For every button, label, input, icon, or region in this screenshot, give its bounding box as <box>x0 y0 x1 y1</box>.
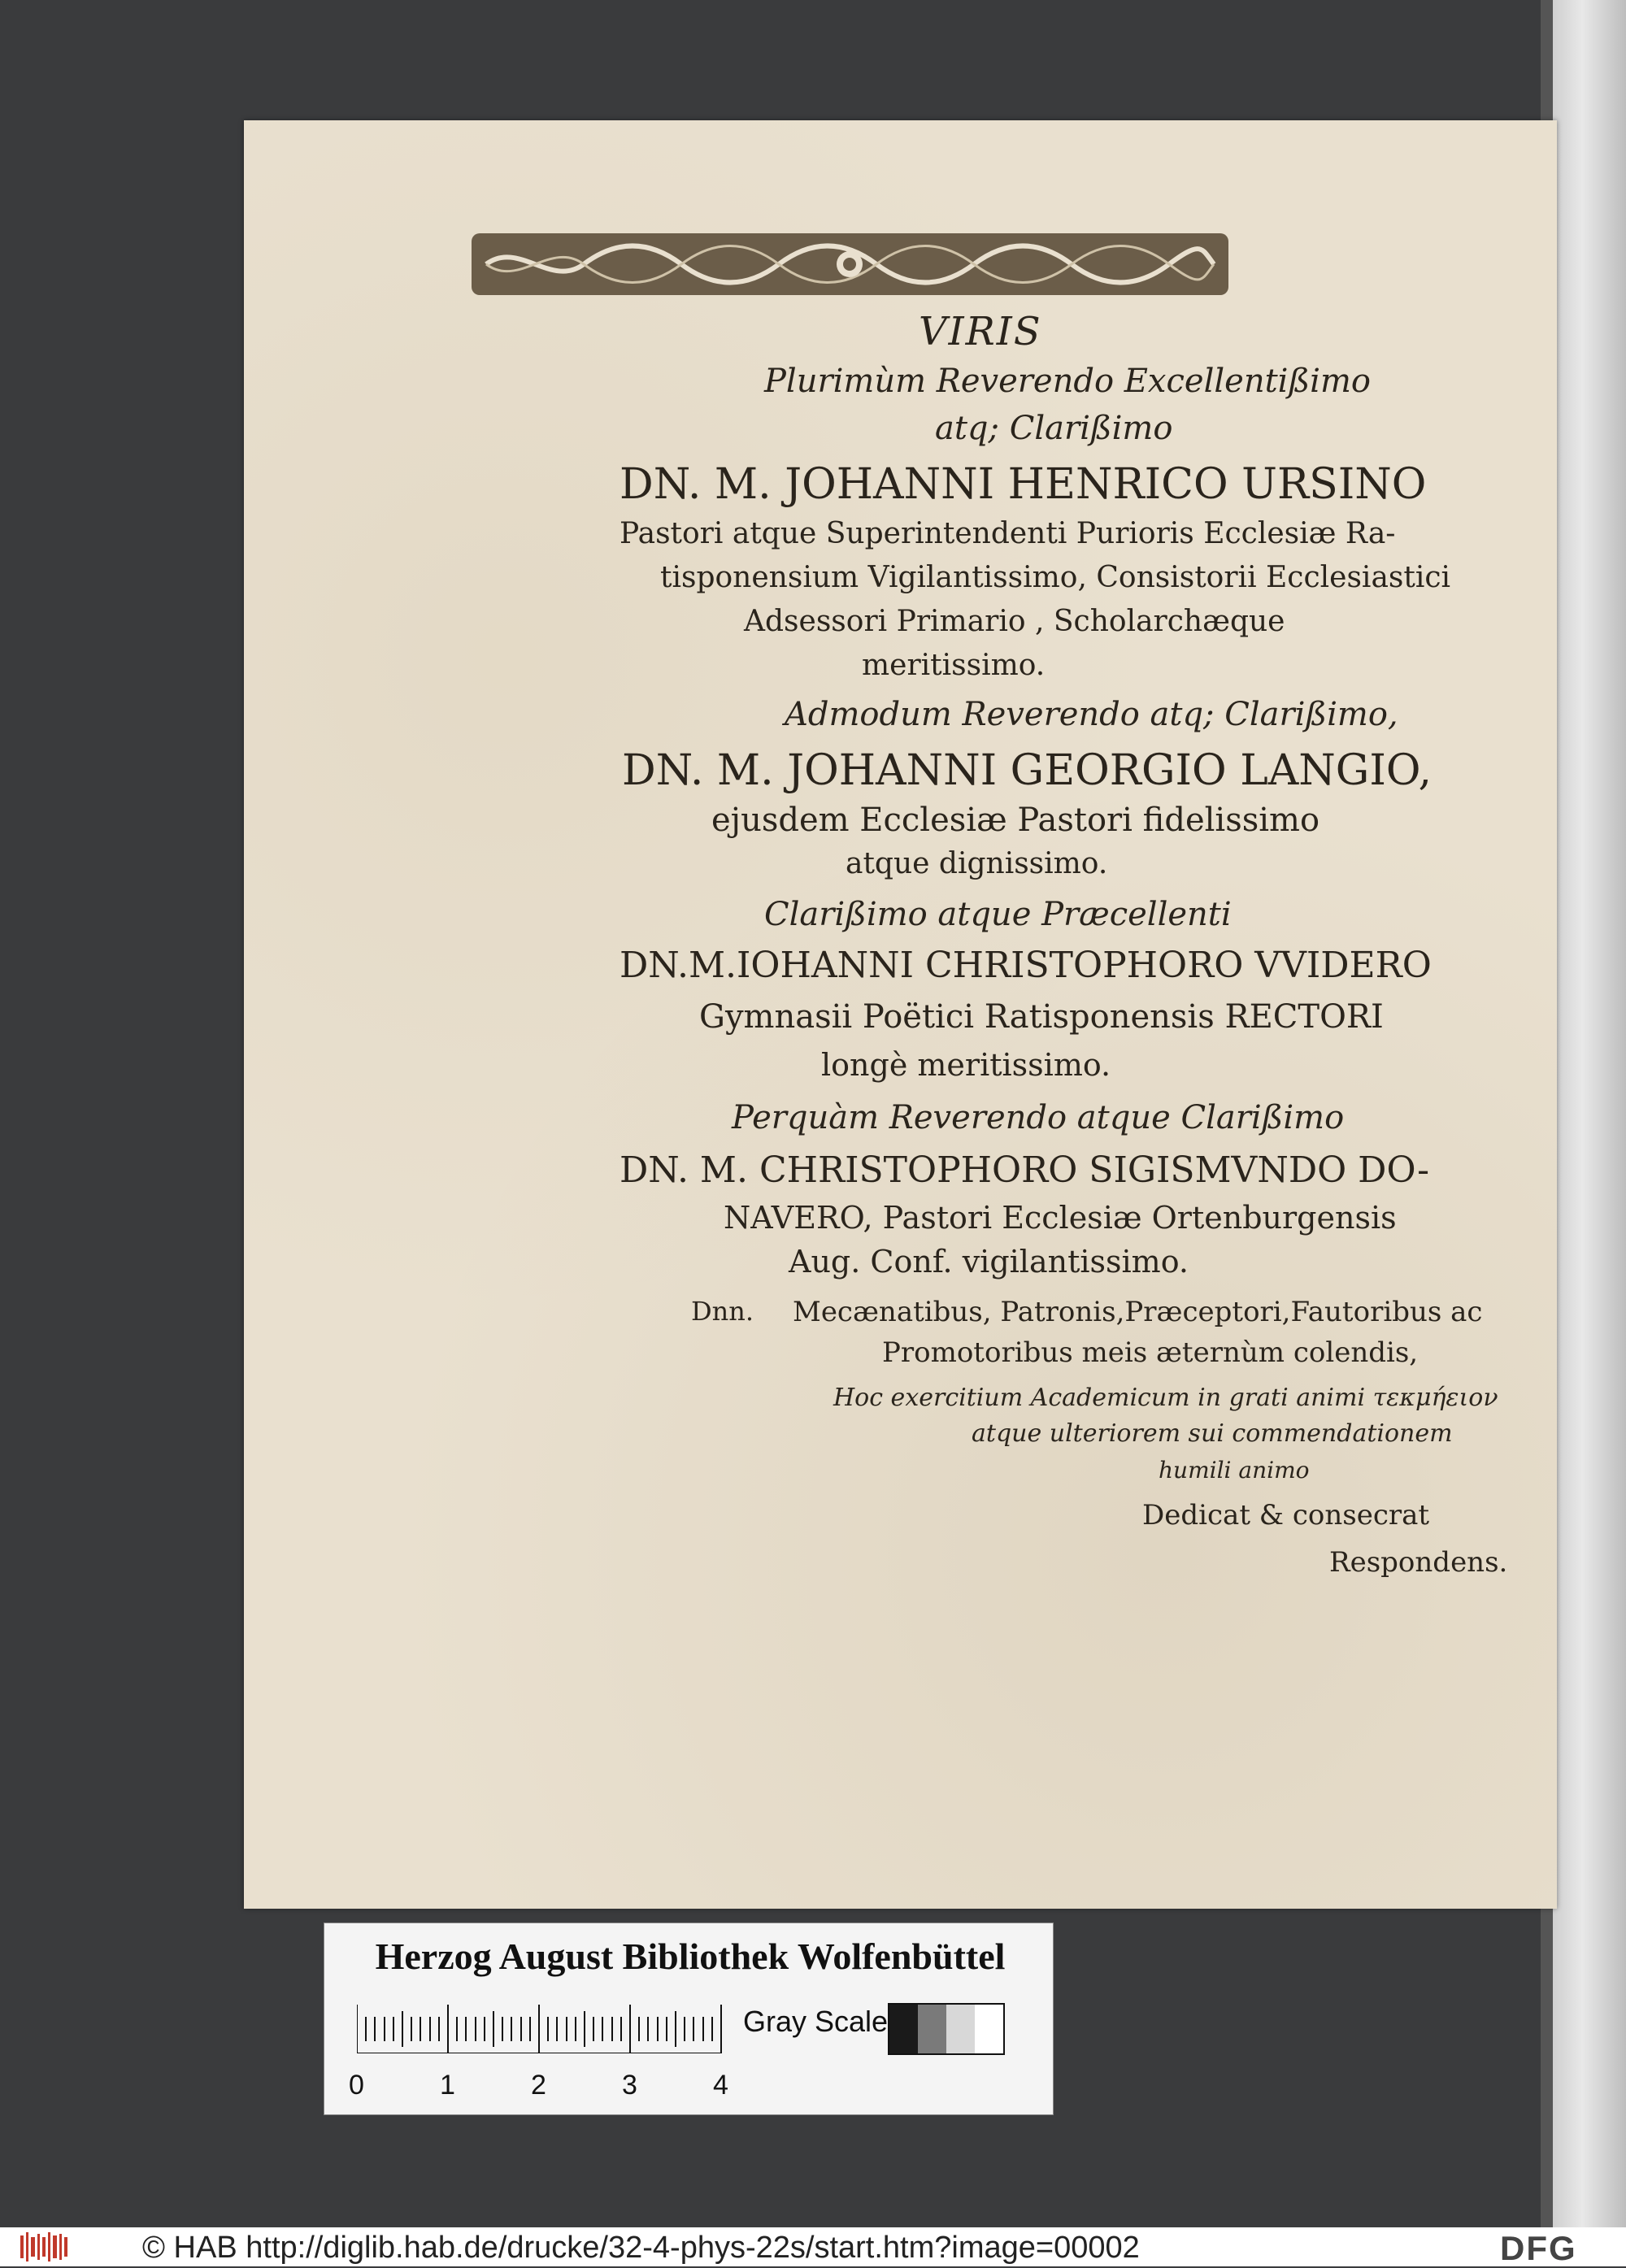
dedication-line: Clarißimo atque Præcellenti <box>764 896 1232 933</box>
dedication-line: meritissimo. <box>862 649 1046 682</box>
dedication-line: NAVERO, Pastori Ecclesiæ Ortenburgensis <box>724 1200 1397 1236</box>
dedication-line: atq; Clarißimo <box>935 410 1173 447</box>
ruler-number: 3 <box>622 2070 637 2101</box>
dedication-line: Dedicat & consecrat <box>1142 1499 1430 1532</box>
ornament-band <box>470 232 1230 297</box>
calibration-card <box>324 1923 1054 2115</box>
gray-swatch <box>975 2005 1003 2053</box>
dedication-line: Mecænatibus, Patronis,Præceptori,Fautoribus ac <box>793 1296 1483 1328</box>
ruler-number: 4 <box>713 2070 728 2101</box>
dedicatee-name: DN. M. JOHANNI HENRICO URSINO <box>620 460 1427 509</box>
dedication-line: atque ulteriorem sui commendationem <box>972 1419 1453 1448</box>
dedication-line: Adsessori Primario , Scholarchæque <box>744 605 1285 638</box>
dedication-line: Promotoribus meis æternùm colendis, <box>882 1336 1419 1369</box>
dedicatee-name: DN. M. JOHANNI GEORGIO LANGIO, <box>622 746 1432 795</box>
dedication-line: Aug. Conf. vigilantissimo. <box>789 1244 1189 1280</box>
ruler-number: 0 <box>349 2070 364 2101</box>
dedication-line: Plurimùm Reverendo Excellentißimo <box>764 363 1371 400</box>
respondens-signoff: Respondens. <box>1329 1546 1508 1579</box>
dedicatee-name: DN. M. CHRISTOPHORO SIGISMVNDO DO- <box>620 1149 1429 1191</box>
dfg-logo: DFG <box>1500 2229 1577 2267</box>
library-name: Herzog August Bibliothek Wolfenbüttel <box>375 1936 1006 1977</box>
dedication-line: Perquàm Reverendo atque Clarißimo <box>732 1099 1345 1136</box>
gray-swatch <box>889 2005 918 2053</box>
ruler-number: 1 <box>440 2070 455 2101</box>
heading-viris: VIRIS <box>919 309 1042 354</box>
dedicatee-name: DN.M.IOHANNI CHRISTOPHORO VVIDERO <box>620 945 1432 986</box>
gray-scale-label: Gray Scale <box>743 2005 889 2038</box>
dedication-line: Gymnasii Poëtici Ratisponensis RECTORI <box>699 998 1384 1036</box>
dedication-line: Admodum Reverendo atq; Clarißimo, <box>785 696 1398 733</box>
dedication-line: tisponensium Vigilantissimo, Consistorii Ecclesiastici <box>660 561 1451 594</box>
copyright-url[interactable]: © HAB http://diglib.hab.de/drucke/32-4-phys-22s/start.htm?image=00002 <box>142 2231 1140 2265</box>
dedication-line: Pastori atque Superintendenti Purioris Ecclesiæ Ra- <box>620 517 1396 550</box>
dedication-line: humili animo <box>1159 1457 1310 1484</box>
gray-scale-swatches <box>888 2003 1005 2055</box>
gray-swatch <box>946 2005 975 2053</box>
ruler-number: 2 <box>531 2070 546 2101</box>
mount-board <box>1553 0 1626 2227</box>
dedication-line: ejusdem Ecclesiæ Pastori fidelissimo <box>711 802 1320 839</box>
hab-barcode-icon <box>20 2232 69 2261</box>
gray-swatch <box>918 2005 946 2053</box>
dedication-line: atque dignissimo. <box>846 847 1108 880</box>
scale-ruler <box>357 2005 747 2053</box>
dedication-line: longè meritissimo. <box>821 1047 1111 1083</box>
footer-bar <box>0 2227 1626 2266</box>
dedication-line: Dnn. <box>691 1296 754 1327</box>
dedication-line: Hoc exercitium Academicum in grati animi τεκμήειον <box>833 1384 1498 1412</box>
